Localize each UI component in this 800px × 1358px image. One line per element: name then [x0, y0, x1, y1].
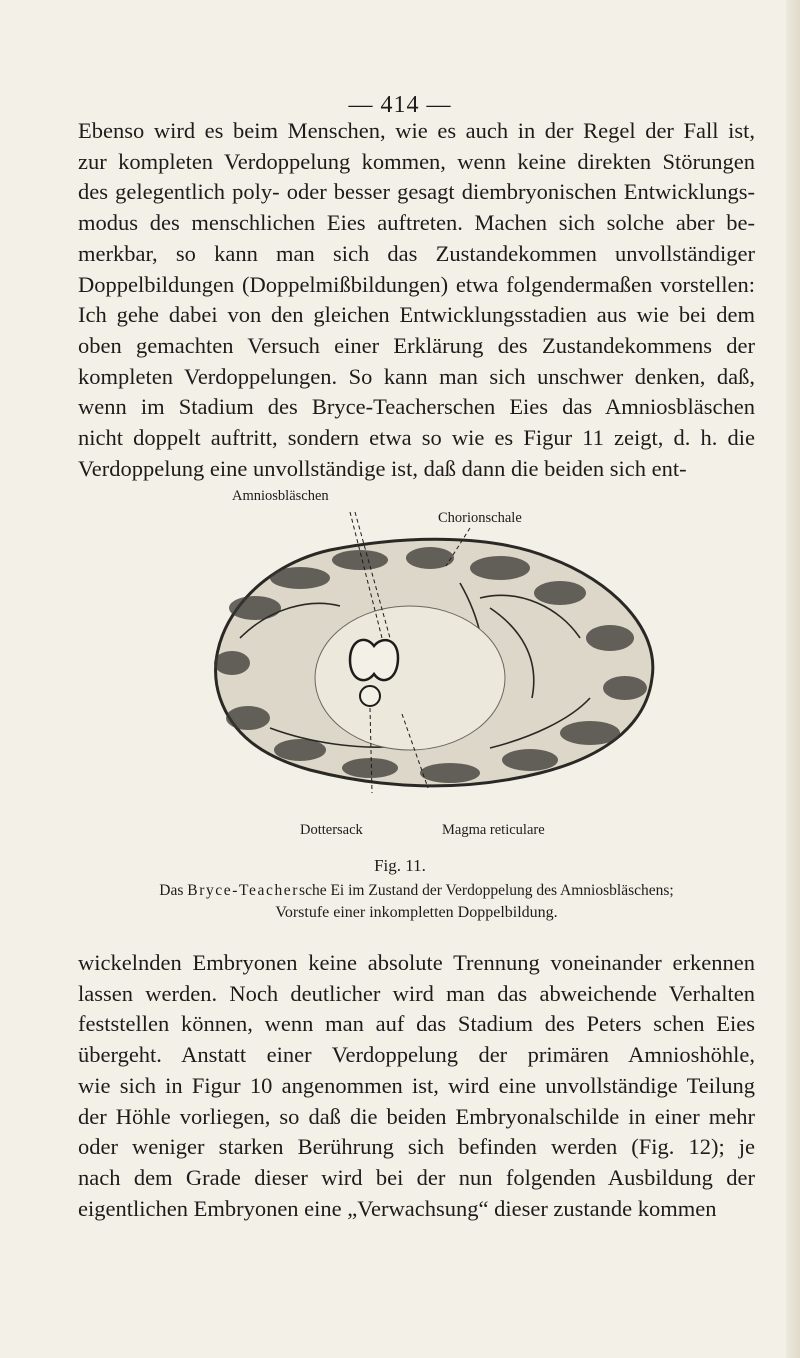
text-line: zur kompleten Verdoppelung kommen, wenn keine direkten Störungen: [78, 148, 755, 174]
label-dottersack: Dottersack: [300, 822, 363, 838]
caption-rest: sche Ei im Zustand der Verdoppelung des Amniosbläschens;: [299, 882, 674, 899]
paragraph-1: [78, 116, 755, 484]
label-amniosblaeschen: Amniosbläschen: [232, 488, 329, 504]
caption-prefix: Das: [159, 882, 188, 899]
text-line: lassen werden. Noch deutlicher wird man das abweichende Verhalten: [78, 980, 755, 1006]
text-line: kompleten Verdoppelungen. So kann man sich unschwer denken, daß,: [78, 363, 755, 389]
caption-author-name: Bryce-Teacher: [187, 882, 300, 899]
text-line: oben gemachten Versuch einer Erklärung des Zustandekommens der: [78, 332, 755, 358]
figure-11: [160, 488, 700, 848]
double-amnion: [350, 640, 398, 680]
text-line: übergeht. Anstatt einer Verdoppelung der primären Amnioshöhle,: [78, 1042, 755, 1068]
text-line: feststellen können, wenn man auf das Stadium des Peters schen Eies: [78, 1011, 755, 1037]
text-line: des gelegentlich poly- oder besser gesagt diembryonischen Entwicklungs-: [78, 179, 755, 205]
label-chorionschale: Chorionschale: [438, 510, 522, 526]
text-line: modus des menschlichen Eies auftreten. Machen sich solche aber be-: [78, 210, 755, 236]
text-line: nach dem Grade dieser wird bei der nun folgenden Ausbildung der: [78, 1164, 755, 1190]
text-line: oder weniger starken Berührung sich befinden werden (Fig. 12); je: [78, 1134, 755, 1160]
paragraph-2: [78, 948, 755, 1224]
page-edge-shadow: [786, 0, 800, 1358]
text-line: merkbar, so kann man sich das Zustandekommen unvollständiger: [78, 240, 755, 266]
text-line: der Höhle vorliegen, so daß die beiden Embryonalschilde in einer mehr: [78, 1103, 755, 1129]
figure-caption-line-1: [78, 880, 755, 902]
text-line: Ebenso wird es beim Menschen, wie es auch in der Regel der Fall ist,: [78, 118, 755, 143]
page-number: — 414 —: [348, 92, 452, 118]
embryo-illustration: [160, 488, 700, 848]
yolk-sac: [360, 686, 380, 706]
text-line: wenn im Stadium des Bryce-Teacherschen Eies das Amniosbläschen: [78, 394, 755, 420]
label-magma-reticulare: Magma reticulare: [442, 822, 545, 838]
figure-title: Fig. 11.: [374, 856, 426, 875]
text-line: Doppelbildungen (Doppelmißbildungen) etwa folgendermaßen vorstellen:: [78, 271, 755, 297]
text-line: wickelnden Embryonen keine absolute Trennung voneinander erkennen: [78, 950, 755, 975]
text-line: wie sich in Figur 10 angenommen ist, wird eine unvollständige Teilung: [78, 1072, 755, 1098]
text-line: Ich gehe dabei von den gleichen Entwicklungsstadien aus wie bei dem: [78, 302, 755, 328]
text-line: Verdoppelung eine unvollständige ist, daß dann die beiden sich ent-: [78, 455, 687, 481]
figure-caption-line-2: Vorstufe einer inkompletten Doppelbildung.: [275, 904, 558, 921]
text-line: nicht doppelt auftritt, sondern etwa so wie es Figur 11 zeigt, d. h. die: [78, 425, 755, 451]
text-line: eigentlichen Embryonen eine „Verwachsung“ dieser zustande kommen: [78, 1195, 717, 1221]
